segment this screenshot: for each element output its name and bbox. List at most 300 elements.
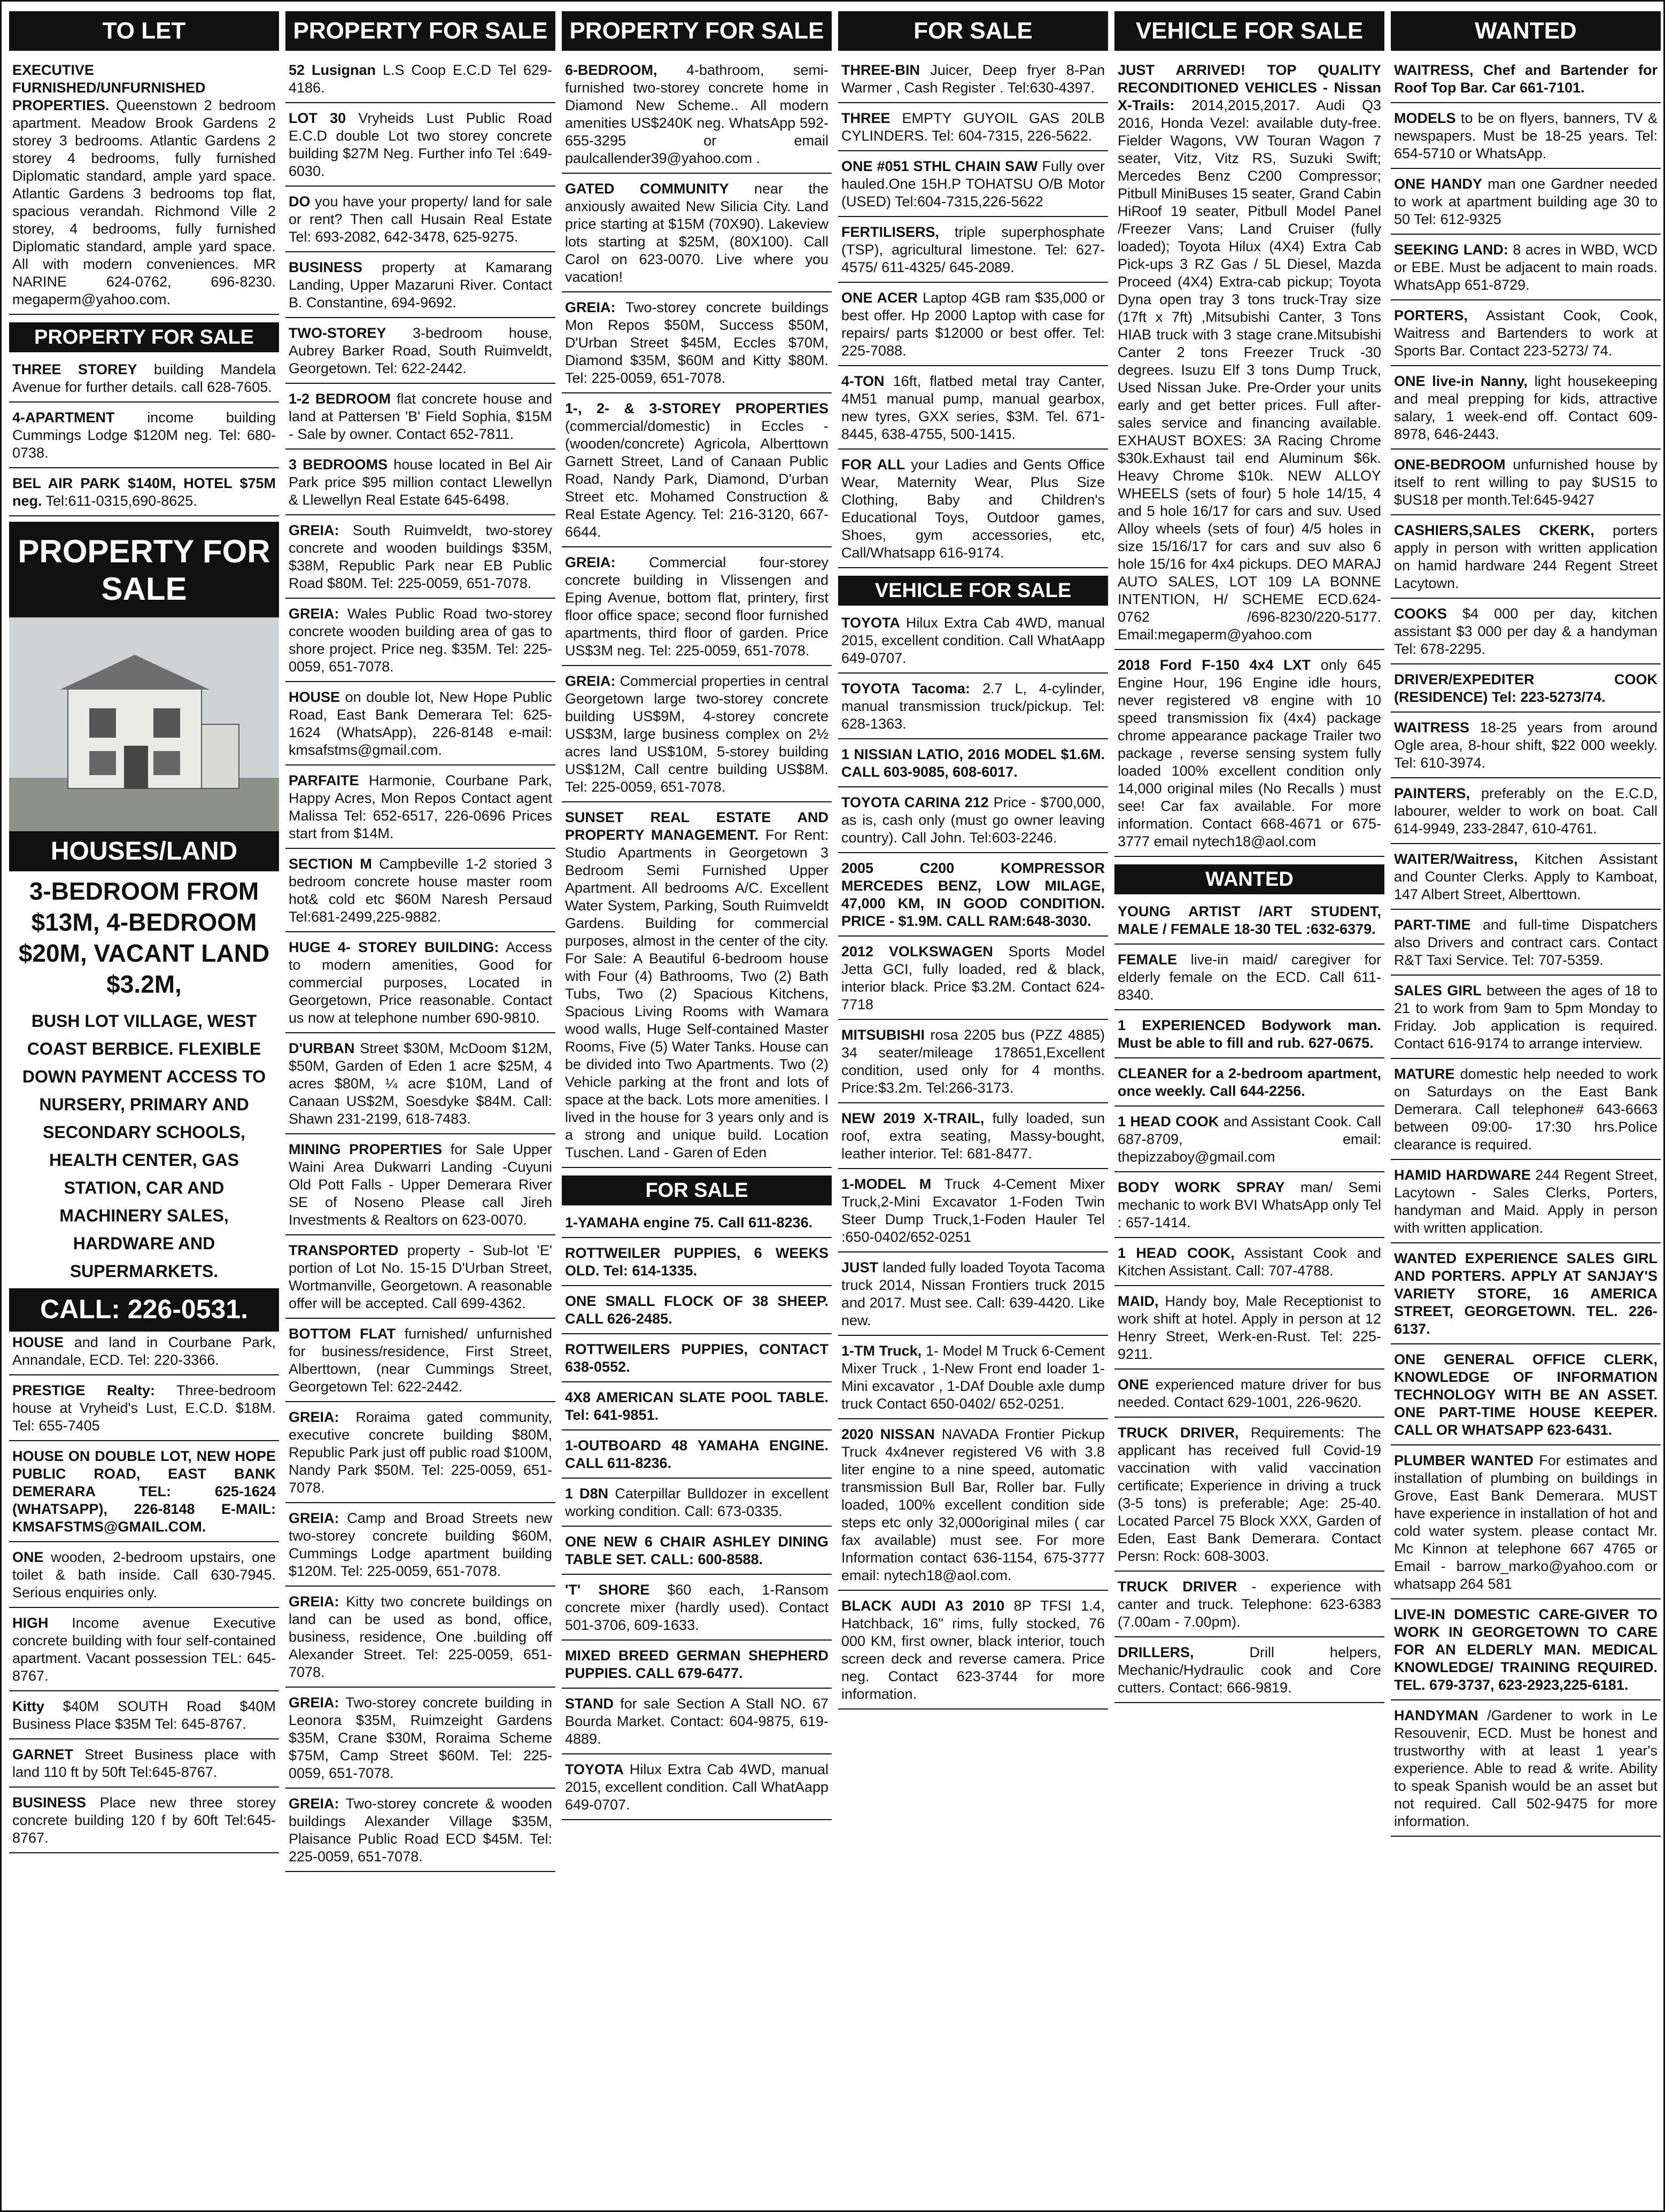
classified-ad [1391, 305, 1661, 366]
classified-ad [1114, 1576, 1384, 1637]
ad-lead: 1-OUTBOARD 48 YAMAHA ENGINE. CALL 611-8236. [565, 1437, 828, 1471]
ad-lead: 1 EXPERIENCED Bodywork man. Must be able to fill and rub. 627-0675. [1118, 1017, 1381, 1051]
ad-lead: 1 HEAD COOK [1118, 1113, 1219, 1130]
ad-lead: HOUSE [12, 1334, 64, 1350]
ad-lead: Kitty [12, 1698, 44, 1714]
ad-lead: GREIA: [289, 1409, 339, 1425]
ad-lead: MODELS [1394, 110, 1456, 126]
ad-body: Kitchen Assistant and Counter Clerks. Apply to Kamboat, 147 Albert Street, Alberttown. [1394, 851, 1658, 902]
ad-lead: MITSUBISHI [841, 1027, 925, 1043]
ad-body: Sports Model Jetta GCI, fully loaded, red & black, interior black. Price $3.2M. Contact 624-7718 [841, 943, 1105, 1012]
classified-ad [285, 853, 555, 932]
ad-lead: WANTED EXPERIENCE SALES GIRL AND PORTERS. APPLY AT SANJAY'S VARIETY STORE, 16 AMERICA STREET, GEORGETOWN. TEL. 226-6137. [1394, 1250, 1658, 1337]
ad-body: and full-time Dispatchers also Drivers and contract cars. Contact R&T Taxi Service. Tel: 707-5359. [1394, 917, 1658, 968]
classified-ad [838, 941, 1108, 1020]
classified-ad [1391, 1349, 1661, 1445]
classified-ad [838, 612, 1108, 674]
ad-body: unfurnished house by itself to rent willing to pay $US15 to $US18 per month.Tel:645-9427 [1394, 457, 1658, 508]
classified-ad [1391, 173, 1661, 235]
ad-lead: GREIA: [289, 522, 339, 538]
ad-lead: 4X8 AMERICAN SLATE POOL TABLE. Tel: 641-9851. [565, 1389, 828, 1423]
section-heading: TO LET [9, 11, 279, 51]
classified-ad [1391, 914, 1661, 976]
ad-body: Street Business place with land 110 ft by 50ft Tel:645-8767. [12, 1746, 276, 1780]
promo-subtitle: HOUSES/LAND [9, 831, 279, 871]
ad-body: domestic help needed to work on Saturdays on the East Bank Demerara. Call telephone# 643-6663 between 09:00- 17:30 hrs.Police clearance is required. [1394, 1066, 1658, 1153]
classified-ad [1391, 848, 1661, 910]
ad-lead: ONE HANDY [1394, 176, 1482, 192]
ad-lead: 2018 Ford F-150 4x4 LXT [1118, 657, 1311, 673]
classified-ad [9, 1744, 279, 1788]
classified-ad [562, 1339, 832, 1382]
ad-lead: PORTERS, [1394, 307, 1468, 323]
ad-body: Handy boy, Male Receptionist to work shift at hotel. Apply in person at 12 Henry Street, Werk-en-Rust. Tel: 225-9211. [1118, 1293, 1381, 1362]
ad-lead: TOYOTA [841, 615, 901, 631]
classified-ad [838, 156, 1108, 217]
promo-title: PROPERTY FOR SALE [9, 523, 279, 617]
classified-ad [1391, 59, 1661, 103]
ad-body: house located in Bel Air Park price $95 million contact Llewellyn & Llewellyn Real Estate 645-6498. [289, 457, 552, 508]
ad-lead: 1-2 BEDROOM [289, 391, 391, 407]
classified-ad [1391, 1604, 1661, 1700]
ad-lead: YOUNG ARTIST /ART STUDENT, MALE / FEMALE 18-30 TEL :632-6379. [1118, 903, 1381, 937]
ad-body: and land in Courbane Park, Annandale, ECD. Tel: 220-3366. [12, 1334, 276, 1368]
classified-ad [838, 792, 1108, 853]
ad-lead: GREIA: [289, 606, 339, 622]
house-photo [9, 617, 279, 831]
classified-ad [562, 1435, 832, 1479]
classified-ad [1391, 454, 1661, 515]
ad-body: only 645 Engine Hour, 196 Engine idle hours, never registered v8 engine with 10 speed transmission fix (4x4) package chrome appearance package Trailer two package , reverse sensing system fully loaded 100% excellent condition only 14,000 original miles (No Recalls ) must see! Car fax available. For more information. Contact 668-4671 or 675-3777 email nytech18@aol.com [1118, 657, 1381, 849]
ad-body: 8 acres in WBD, WCD or EBE. Must be adjacent to main roads. WhatsApp 651-8729. [1394, 242, 1658, 293]
ad-lead: TOYOTA Tacoma: [841, 680, 970, 697]
classified-ad [562, 1531, 832, 1575]
classified-ad [562, 398, 832, 547]
classified-ad [1114, 1015, 1384, 1058]
ad-lead: THREE [841, 110, 890, 126]
classified-ad [9, 1612, 279, 1691]
classified-ad [1391, 1248, 1661, 1344]
classified-ad [285, 1323, 555, 1402]
ad-lead: 4-APARTMENT [12, 409, 115, 426]
ad-body: live-in maid/ caregiver for elderly female on the ECD. Call 611-8340. [1118, 952, 1381, 1003]
ad-body: to be on flyers, banners, TV & newspapers. Must be 18-25 years. Tel: 654-5710 or WhatsApp. [1394, 110, 1658, 161]
classified-ad [562, 1242, 832, 1286]
section-heading: WANTED [1114, 864, 1384, 894]
ad-lead: BEL AIR PARK $140M, HOTEL $75M neg. [12, 475, 276, 509]
ad-body: L.S Coop E.C.D Tel 629-4186. [289, 62, 552, 96]
ad-lead: GREIA: [565, 299, 616, 315]
classified-ad [562, 1693, 832, 1754]
ad-lead: ONE GENERAL OFFICE CLERK, KNOWLEDGE OF INFORMATION TECHNOLOGY WITH BE AN ASSET. ONE PART-TIME HOUSE KEEPER. CALL OR WHATSAPP 623-6431. [1394, 1351, 1658, 1438]
ad-lead: ONE-BEDROOM [1394, 457, 1506, 473]
classified-ad [838, 59, 1108, 103]
ad-lead: MATURE [1394, 1066, 1455, 1082]
ad-body: $40M SOUTH Road $40M Business Place $35M Tel: 645-8767. [12, 1698, 276, 1732]
ad-lead: ONE live-in Nanny, [1394, 373, 1528, 389]
classified-ad [1114, 1374, 1384, 1418]
promo-details: BUSH LOT VILLAGE, WEST COAST BERBICE. FLEXIBLE DOWN PAYMENT ACCESS TO NURSERY, PRIMARY AND SECONDARY SCHOOLS, HEALTH CENTER, GAS STATION, CAR AND MACHINERY SALES, HARDWARE AND SUPERMARKETS. [22, 1011, 266, 1281]
ad-body: Place new three storey concrete building 120 f by 60ft Tel:645-8767. [12, 1795, 276, 1846]
ad-lead: THREE-BIN [841, 62, 920, 78]
ad-lead: ONE [1118, 1376, 1149, 1393]
ad-body: Kitty two concrete buildings on land can be used as bond, office, business, residence, One .building off Alexander Street. Tel: 225-0059, 651-7078. [289, 1594, 552, 1680]
ad-lead: PARFAITE [289, 772, 359, 788]
ad-lead: HANDYMAN [1394, 1707, 1478, 1723]
ad-lead: GATED COMMUNITY [565, 181, 729, 197]
classified-ad [9, 1696, 279, 1739]
ad-lead: EXECUTIVE FURNISHED/UNFURNISHED PROPERTIES. [12, 62, 206, 113]
ad-body: property - Sub-lot 'E' portion of Lot No. 15-15 D'Urban Street, Wortmanville, Georgetown. A reasonable offer will be accepted. Call 699-4362. [289, 1242, 552, 1311]
classified-ad [285, 1139, 555, 1235]
classified-ad [9, 1792, 279, 1853]
ad-body: Assistant Cook, Cook, Waitress and Bartenders to work at Sports Bar. Contact 223-5273/ 74. [1394, 307, 1658, 359]
classified-ad [1391, 520, 1661, 599]
classified-ad [285, 686, 555, 765]
ad-lead: BUSINESS [289, 259, 363, 275]
ad-lead: TRUCK DRIVER [1118, 1579, 1237, 1595]
ad-body: between the ages of 18 to 21 to work from 9am to 5pm Monday to Friday. Job application is required. Contact 616-9174 to arrange interview. [1394, 983, 1658, 1051]
ad-body: Vryheids Lust Public Road E.C.D double Lot two storey concrete building $27M Neg. Further info Tel :649-6030. [289, 110, 552, 179]
ad-body: Roraima gated community, executive concrete building $80M, Republic Park just off public road $100M, Nandy Park $50M. Tel: 225-0059, 651-7078. [289, 1409, 552, 1496]
classified-ad [285, 1038, 555, 1134]
ad-body: Fully over hauled.One 15H.P TOHATSU O/B Motor (USED) Tel:604-7315,226-5622 [841, 158, 1105, 210]
classified-ad [562, 178, 832, 292]
section-heading: FOR SALE [562, 1175, 832, 1205]
classified-ad [285, 937, 555, 1033]
classified-ad [838, 857, 1108, 937]
classified-ad [562, 1645, 832, 1689]
ad-body: 18-25 years from around Ogle area, 8-hour shift, $22 000 weekly. Tel: 610-3974. [1394, 720, 1658, 771]
ad-body: Drill helpers, Mechanic/Hydraulic cook and Core cutters. Contact: 666-9819. [1118, 1644, 1381, 1696]
classified-ad [1391, 783, 1661, 844]
ad-body: Commercial four-storey concrete building in Vlissengen and Eping Avenue, bottom flat, printery, first floor office space; second floor furnished apartments, third floor of garden. Price US$3M neg. Tel: 225-0059, 651-7078. [565, 554, 828, 659]
classified-ad [838, 1340, 1108, 1419]
classified-ad [285, 388, 555, 450]
ad-lead: GREIA: [289, 1594, 339, 1610]
classified-ad [285, 603, 555, 682]
ad-body: Hilux Extra Cab 4WD, manual 2015, excellent condition. Call WhatAapp 649-0707. [565, 1761, 828, 1813]
ad-body: Two-storey concrete & wooden buildings Alexander Village $35M, Plaisance Public Road ECD $45M. Tel: 225-0059, 651-7078. [289, 1796, 552, 1865]
ad-body: $60 each, 1-Ransom concrete mixer (hardly used). Contact 501-3706, 609-1633. [565, 1582, 828, 1633]
ad-lead: MIXED BREED GERMAN SHEPHERD PUPPIES. CALL 679-6477. [565, 1648, 828, 1681]
classified-ad [1391, 239, 1661, 300]
ad-body: income building Cummings Lodge $120M neg. Tel: 680-0738. [12, 409, 276, 461]
classified-ad [1114, 59, 1384, 650]
classified-ad [838, 1424, 1108, 1591]
ad-lead: HOUSE ON DOUBLE LOT, NEW HOPE PUBLIC ROAD, EAST BANK DEMERARA TEL: 625-1624 (WHATSAPP), 226-8148 E-MAIL: KMSAFSTMS@GMAIL.COM. [12, 1448, 276, 1535]
ad-body: Three-bedroom house at Vryheid's Lust, E.C.D. $18M. Tel: 655-7405 [12, 1382, 276, 1434]
ad-body: For Rent: Studio Apartments in Georgetown 3 Bedroom Semi Furnished Upper Apartment. All bedrooms A/C. Excellent Water System, Parking, South Ruimveldt Gardens. Building for commercial purposes, almost in the center of the city. For Sale: A Beautiful 6-bedroom house with Four (4) Bathrooms, Two (2) Bath Tubs, Two (2) Spacious Kitchens, Spacious Living Rooms with Wamara wood walls, Huge Self-contained Master Rooms, Five (5) Water Tanks. House can be divided into Two Apartments. Two (2) Vehicle parking at the front and lots of space at the back. Lots more amenities. I lived in the house for 3 years only and is a strong and unique build. Location Tuschen. Land - Garen of Eden [565, 827, 828, 1161]
classified-ad [562, 1212, 832, 1238]
ad-body: Truck 4-Cement Mixer Truck,2-Mini Excavator 1-Foden Twin Steer Dump Truck,1-Foden Hauler Tel :650-0402/652-0251 [841, 1176, 1105, 1245]
classified-ad [838, 454, 1108, 568]
ad-lead: 1 NISSIAN LATIO, 2016 MODEL $1.6M. CALL 603-9085, 608-6017. [841, 746, 1105, 780]
ad-lead: SALES GIRL [1394, 983, 1482, 999]
classified-ad [285, 59, 555, 103]
ad-lead: ONE SMALL FLOCK OF 38 SHEEP. CALL 626-2485. [565, 1293, 828, 1327]
ad-lead: HIGH [12, 1615, 49, 1631]
classified-ad [838, 287, 1108, 366]
ad-lead: 1-YAMAHA engine 75. Call 611-8236. [565, 1215, 813, 1231]
ad-body: man/ Semi mechanic to work BVI WhatsApp only Tel : 657-1414. [1118, 1179, 1381, 1231]
ad-body: Hilux Extra Cab 4WD, manual 2015, excellent condition. Call WhatAapp 649-0707. [841, 615, 1105, 666]
classified-ad [838, 1108, 1108, 1169]
classified-ad [838, 1257, 1108, 1336]
ad-body: for Sale Upper Waini Area Dukwarri Landing -Cuyuni Old Pott Falls - Upper Demerara River SE of Noseno Please call Jireh Investments & Realtors on 623-0070. [289, 1141, 552, 1228]
classified-ad [562, 1387, 832, 1430]
ad-body: you have your property/ land for sale or rent? Then call Husain Real Estate Tel: 693-2082, 642-3478, 625-9275. [289, 194, 552, 245]
classified-ad [838, 678, 1108, 739]
ad-lead: TOYOTA CARINA 212 [841, 794, 989, 810]
ad-body: porters apply in person with written application on hamid hardware 244 Regent Street Lacytown. [1394, 522, 1658, 591]
classified-ad [562, 807, 832, 1168]
ad-lead: ROTTWEILERS PUPPIES, CONTACT 638-0552. [565, 1341, 828, 1375]
ad-lead: 1-TM Truck, [841, 1343, 922, 1359]
classified-ad [838, 370, 1108, 450]
promo-phone: CALL: 226-0531. [9, 1288, 279, 1330]
classified-ad [1391, 603, 1661, 664]
ad-lead: BUSINESS [12, 1795, 87, 1811]
classified-ad [1114, 654, 1384, 857]
ad-lead: WAITRESS [1394, 720, 1470, 736]
ad-body: 4-bathroom, semi-furnished two-storey concrete home in Diamond New Scheme.. All modern amenities US$240K neg. WhatsApp 592-655-3295 or email paulcallender39@yahoo.com . [565, 62, 828, 166]
classified-ad [9, 59, 279, 315]
classified-ad [1114, 1111, 1384, 1172]
ad-lead: ONE ACER [841, 290, 918, 306]
ad-lead: GARNET [12, 1746, 73, 1762]
ad-body: 2014,2015,2017. Audi Q3 2016, Honda Vezel: available duty-free. Fielder Wagons, VW Touran Wagon 7 seater, Vitz, Vitz RS, Suzuki Swift; Mercedes Benz C200 Compressor; Pitbull MiniBuses 15 seater, Grand Cabin HiRoof 19 seater, Pitbull Model Panel /Freezer Vans; Land Cruiser (fully loaded); Toyota Hilux (4X4) Extra Cab Pick-ups 3 RZ Gas / 5L Diesel, Mazda Proceed (4X4) Extra-cab pickup; Toyota Dyna open tray 3 tons truck-Tray size (17ft x 7ft) ,Mitsubishi Canter, 3 Tons HIAB truck with 3 stage crane.Mitsubishi Canter 2 tons Freezer Truck -30 degrees. Isuzu Elf 3 tons Dump Truck, Used Nissan Juke. Pre-Order your units early and get better prices. Full after-sales service and financing available. EXHAUST BOXES: 3A Racing Chrome $30k.Exhaust tail end Aluminum $6k. Heavy Chrome $10k. NEW ALLOY WHEELS (sets of four) 5 hole 14/15, 4 and 5 hole 16/17 for cars and suv. Used Alloy wheels (sets of four) 4/5 holes in size 15/16/17 for cars and suv also 6 hole 15/16 for 4x4 pickups. DEO MARAJ AUTO SALES, LOT 109 LA BONNE INTENTION, H/ SCHEME ECD.624-0762 /696-8230/220-5177. Email:megaperm@yahoo.com [1118, 97, 1381, 643]
ad-lead: PLUMBER WANTED [1394, 1452, 1534, 1468]
ad-lead: BLACK AUDI A3 2010 [841, 1598, 1005, 1614]
classified-ad [838, 1024, 1108, 1103]
classified-ad [1391, 717, 1661, 778]
classified-ad [285, 1692, 555, 1789]
ad-body: Income avenue Executive concrete building with four self-contained apartment. Vacant possession TEL: 645-8767. [12, 1615, 276, 1684]
classified-ad [838, 221, 1108, 283]
classified-ad [285, 191, 555, 252]
ad-lead: MAID, [1118, 1293, 1159, 1309]
ad-body: 16ft, flatbed metal tray Canter, 4M51 manual pump, manual gearbox, new tyres, GXX series, $3M. Tel. 671-8445, 638-4755, 500-1415. [841, 373, 1105, 442]
classified-ad [1114, 1642, 1384, 1703]
ad-body: Campbeville 1-2 storied 3 bedroom concrete house master room hot& cold etc $60M Naresh Persaud Tel:681-2499,225-9882. [289, 856, 552, 925]
classified-ad [9, 359, 279, 403]
ad-lead: 52 Lusignan [289, 62, 376, 78]
ad-body: Harmonie, Courbane Park, Happy Acres, Mon Repos Contact agent Malissa Tel: 652-6517, 226-0696 Prices start from $14M. [289, 772, 552, 841]
ad-lead: THREE STOREY [12, 361, 137, 377]
ad-lead: 3 BEDROOMS [289, 457, 388, 473]
ad-lead: MINING PROPERTIES [289, 1141, 443, 1157]
ad-lead: JUST [841, 1259, 879, 1275]
ad-lead: 2012 VOLKSWAGEN [841, 943, 993, 960]
classified-ad [285, 322, 555, 384]
section-heading: VEHICLE FOR SALE [838, 576, 1108, 606]
classified-ad [285, 520, 555, 599]
ad-lead: DO [289, 194, 311, 210]
ad-body: 8P TFSI 1.4, Hatchback, 16" rims, fully stocked, 76 000 KM, first owner, black interior, touch screen deck and reverse camera. Price neg. Contact 623-3744 for more information. [841, 1598, 1105, 1702]
ad-body: property at Kamarang Landing, Upper Mazaruni River. Contact B. Constantine, 694-9692. [289, 259, 552, 311]
ad-body: near the anxiously awaited New Silicia City. Land price starting at $15M (70X90). Lakeview lots starting at $25M, (80X100). Call Carol on 623-0070. Live where you vacation! [565, 181, 829, 285]
ad-lead: HUGE 4- STOREY BUILDING: [289, 939, 499, 955]
ad-body: triple superphosphate (TSP), agricultural limestone. Tel: 627-4575/ 611-4325/ 645-2089. [841, 224, 1105, 275]
section-heading: PROPERTY FOR SALE [285, 11, 555, 51]
ad-lead: CASHIERS,SALES CKERK, [1394, 522, 1594, 538]
classified-ad [9, 1380, 279, 1441]
ad-lead: ONE NEW 6 CHAIR ASHLEY DINING TABLE SET. CALL: 600-8588. [565, 1534, 828, 1567]
ad-lead: SECTION M [289, 856, 372, 872]
ad-lead: TRANSPORTED [289, 1242, 399, 1258]
ad-lead: DRIVER/EXPEDITER COOK (RESIDENCE) Tel: 223-5273/74. [1394, 671, 1658, 705]
display-ad-property [9, 522, 279, 1332]
ad-lead: ROTTWEILER PUPPIES, 6 WEEKS OLD. Tel: 614-1335. [565, 1245, 828, 1279]
ad-lead: LIVE-IN DOMESTIC CARE-GIVER TO WORK IN GEORGETOWN TO CARE FOR AN ELDERLY MAN. MEDICAL KNOWLEDGE/ TRAINING REQUIRED. TEL. 679-3737, 623-2923,225-6181. [1394, 1606, 1658, 1693]
ad-lead: 1-MODEL M [841, 1176, 932, 1192]
classified-ad [1391, 1450, 1661, 1599]
classified-ad [1391, 669, 1661, 713]
ad-body: Juicer, Deep fryer 8-Pan Warmer , Cash Register . Tel:630-4397. [841, 62, 1105, 96]
classified-ad [1114, 1422, 1384, 1572]
ad-body: Access to modern amenities, Good for commercial purposes, Located in Georgetown, Price reasonable. Contact us now at telephone number 690-9810. [289, 939, 553, 1026]
ad-lead: FERTILISERS, [841, 224, 940, 240]
section-heading: VEHICLE FOR SALE [1114, 11, 1384, 51]
ad-body: 2.7 L, 4-cylinder, manual transmission truck/pickup. Tel: 628-1363. [841, 680, 1105, 732]
ad-body: (commercial/domestic) in Eccles - (wooden/concrete) Agricola, Alberttown Garnett Street, Land of Canaan Public Road, Nandy Park, Diamond, D'urban Street etc. Mohamed Construction & Real Estate Agency. Tel: 216-3120, 667-6644. [565, 418, 828, 540]
classified-ad [1114, 901, 1384, 945]
ad-lead: 2005 C200 KOMPRESSOR MERCEDES BENZ, LOW MILAGE, 47,000 KM, IN GOOD CONDITION. PRICE - $1.9M. CALL RAM:648-3030. [841, 860, 1105, 929]
promo-prices: 3-BEDROOM FROM $13M, 4-BEDROOM $20M, VACANT LAND $3.2M, [18, 877, 270, 998]
ad-body: Laptop 4GB ram $35,000 or best offer. Hp 2000 Laptop with case for repairs/ parts $12000 or best offer. Tel: 225-7088. [841, 290, 1105, 359]
classified-ad [285, 454, 555, 515]
ad-body: EMPTY GUYOIL GAS 20LB CYLINDERS. Tel: 604-7315, 226-5622. [841, 110, 1105, 144]
column-to-let [9, 11, 279, 2200]
ad-body: landed fully loaded Toyota Tacoma truck 2014, Nissan Frontiers truck 2015 and 2017. Must see. Call: 639-4420. Like new. [841, 1259, 1105, 1328]
ad-body: Tel:611-0315,690-8625. [45, 493, 197, 509]
column-vehicle-for-sale [1114, 11, 1384, 2200]
classified-ad [562, 59, 832, 174]
ad-body: Requirements: The applicant has received full Covid-19 vaccination with valid vaccination certificate; Experience in driving a truck (3-5 tons) is preferable; Age: 25-40. Located Parcel 75 Block XXX, Garden of Eden, East Bank Demerara. Contact Persn: Rock: 608-3003. [1118, 1425, 1381, 1564]
column-for-sale [838, 11, 1108, 2200]
ad-body: man one Gardner needed to work at apartment building age 30 to 50 Tel: 612-9325 [1394, 176, 1658, 227]
ad-lead: 1 D8N [565, 1486, 609, 1502]
ad-body: rosa 2205 bus (PZZ 4885) 34 seater/mileage 178651,Excellent condition, used only for 4 months. Price:$3.2m. Tel:266-3173. [841, 1027, 1105, 1096]
ad-body: experienced mature driver for bus needed. Contact 629-1001, 226-9620. [1118, 1376, 1381, 1410]
ad-lead: TRUCK DRIVER, [1118, 1425, 1239, 1441]
classified-ad [562, 297, 832, 393]
ad-body: 1- Model M Truck 6-Cement Mixer Truck , 1-New Front end loader 1-Mini excavator , 1-DAf Double axle dump truck Contact 650-0402/ 652-0251. [841, 1343, 1105, 1412]
ad-body: Caterpillar Bulldozer in excellent working condition. Call: 673-0335. [565, 1486, 828, 1519]
ad-lead: SUNSET REAL ESTATE AND PROPERTY MANAGEMENT. [565, 809, 828, 843]
classified-ad [1391, 370, 1661, 450]
ad-lead: 2020 NISSAN [841, 1426, 935, 1442]
ad-body: fully loaded, sun roof, extra seating, Massy-bought, leather interior. Tel: 681-8477. [841, 1110, 1105, 1162]
ad-lead: ONE #051 STHL CHAIN SAW [841, 158, 1038, 174]
ad-body: wooden, 2-bedroom upstairs, one toilet & bath inside. Call 630-7945. Serious enquiries only. [12, 1549, 276, 1600]
ad-lead: CLEANER for a 2-bedroom apartment, once weekly. Call 644-2256. [1118, 1065, 1381, 1099]
ad-lead: PAINTERS, [1394, 785, 1470, 801]
ad-body: - experience with canter and truck. Telephone: 623-6383 (7.00am - 7.00pm). [1118, 1579, 1381, 1630]
ad-lead: PRESTIGE Realty: [12, 1382, 155, 1398]
house-illustration [9, 617, 279, 831]
column-property-for-sale-2 [562, 11, 832, 2200]
classified-ad [1114, 949, 1384, 1010]
classified-ad [285, 770, 555, 849]
ad-body: 3-bedroom house, Aubrey Barker Road, South Ruimveldt, Georgetown. Tel: 622-2442. [289, 325, 552, 376]
section-heading: PROPERTY FOR SALE [9, 322, 279, 352]
ad-lead: 1 HEAD COOK, [1118, 1245, 1235, 1261]
classified-ad [838, 744, 1108, 787]
ad-lead: GREIA: [289, 1510, 339, 1526]
classified-ad [285, 1240, 555, 1319]
ad-lead: SEEKING LAND: [1394, 242, 1508, 258]
ad-lead: TWO-STOREY [289, 325, 386, 341]
ad-body: Two-storey concrete buildings Mon Repos $50M, Success $50M, D'Urban Street $45M, Eccles $70M, Diamond $35M, $60M and Kitty $80M. Tel: 225-0059, 651-7078. [565, 299, 828, 386]
ad-body: For estimates and installation of plumbing on buildings in Grove, East Bank Demerara. MUST have experience in installation of hot and cold water system. please contact Mr. Mc Kinnon at telephone 667 4765 or Email - barrow_marko@yahoo.com or whatsapp 264 581 [1394, 1452, 1658, 1592]
ad-body: and Assistant Cook. Call 687-8709, email: thepizzaboy@gmail.com [1118, 1113, 1381, 1165]
ad-lead: BOTTOM FLAT [289, 1326, 396, 1342]
classified-ad [9, 1546, 279, 1608]
classified-ad [285, 1591, 555, 1688]
ad-lead: 'T' SHORE [565, 1582, 650, 1598]
classified-ad [9, 1332, 279, 1375]
classified-ad [1114, 1242, 1384, 1286]
ad-lead: FEMALE [1118, 952, 1177, 968]
ad-body: Street $30M, McDoom $12M, $50M, Garden of Eden 1 acre $25M, 4 acres $80M, ¼ acre $10M, Land of Canaan US$2M, Soesdyke $84M. Call: Shawn 231-2199, 618-7483. [289, 1040, 552, 1127]
section-heading: FOR SALE [838, 11, 1108, 51]
classified-ad [1391, 1164, 1661, 1243]
classified-ad [9, 1445, 279, 1542]
classified-ad [562, 670, 832, 802]
classified-ad [1114, 1177, 1384, 1238]
classified-ad [285, 107, 555, 187]
ad-lead: ONE [12, 1549, 44, 1565]
ad-lead: HAMID HARDWARE [1394, 1167, 1531, 1183]
ad-body: on double lot, New Hope Public Road, East Bank Demerara Tel: 625-1624 (WhatsApp), 226-8148 e-mail: kmsafstms@gmail.com. [289, 689, 552, 758]
ad-body: 244 Regent Street, Lacytown - Sales Clerks, Porters, handyman and Maid. Apply in person with written application. [1394, 1167, 1658, 1236]
classified-ad [1391, 1063, 1661, 1160]
classified-ad [838, 1595, 1108, 1710]
ad-body: furnished/ unfurnished for business/residence, First Street, Alberttown, (near Cummings Street, Georgetown Tel: 622-2442. [289, 1326, 552, 1395]
column-property-for-sale-1 [285, 11, 555, 2200]
ad-body: preferably on the E.C.D, labourer, welder to work on boat. Call 614-9949, 233-2847, 610-4761. [1394, 785, 1658, 837]
ad-lead: NEW 2019 X-TRAIL, [841, 1110, 985, 1126]
ad-body: /Gardener to work in Le Resouvenir, ECD. Must be honest and trustworthy with at least 1 year's experience. Able to read & write. Ability to speak Spanish would be an asset but not required. Call 502-9475 for more information. [1394, 1707, 1658, 1829]
ad-lead: GREIA: [565, 554, 616, 570]
ad-lead: LOT 30 [289, 110, 346, 126]
ad-lead: PART-TIME [1394, 917, 1471, 933]
ad-lead: 4-TON [841, 373, 885, 389]
classified-ad [562, 1483, 832, 1527]
ad-body: $4 000 per day, kitchen assistant $3 000 per day & a handyman Tel: 678-2295. [1394, 606, 1658, 657]
ad-lead: 1-, 2- & 3-STOREY PROPERTIES [565, 400, 828, 416]
ad-body: Commercial properties in central Georgetown large two-storey concrete building US$9M, 4-storey concrete US$3M, large business complex on 2½ acres land US$10M, 5-storey building US$12M, Call centre building US$8M. Tel: 225-0059, 651-7078. [565, 673, 828, 795]
classified-ad [1114, 1290, 1384, 1370]
ad-body: light housekeeping and meal prepping for kids, attractive salary, 1 week-end off. Contact 609-8978, 646-2443. [1394, 373, 1658, 442]
classified-ad [562, 1290, 832, 1334]
ad-lead: HOUSE [289, 689, 340, 705]
classified-ad [562, 1759, 832, 1820]
classified-ad [838, 107, 1108, 151]
ad-body: building Mandela Avenue for further details. call 628-7605. [12, 361, 276, 395]
classified-ad [1114, 1063, 1384, 1107]
ad-lead: GREIA: [289, 1796, 339, 1812]
column-wanted [1391, 11, 1661, 2200]
ad-lead: WAITER/Waitress, [1394, 851, 1518, 867]
ad-body: Queenstown 2 bedroom apartment. Meadow Brook Gardens 2 storey 3 bedrooms. Atlantic Gardens 2 storey 4 bedrooms, fully furnished Diplomatic standard, ample yard space. Atlantic Gardens 3 bedrooms top flat, spacious verandah. Richmond Ville 2 storey, 4 bedrooms, fully furnished Diplomatic standard, ample yard space. All with modern conveniences. MR NARINE 624-0762, 696-8230. megaperm@yahoo.com. [12, 97, 276, 307]
ad-lead: D'URBAN [289, 1040, 355, 1056]
classified-ad [838, 1173, 1108, 1252]
ad-lead: JUST ARRIVED! TOP QUALITY RECONDITIONED VEHICLES - Nissan X-Trails: [1118, 62, 1381, 113]
ad-lead: 6-BEDROOM, [565, 62, 657, 78]
